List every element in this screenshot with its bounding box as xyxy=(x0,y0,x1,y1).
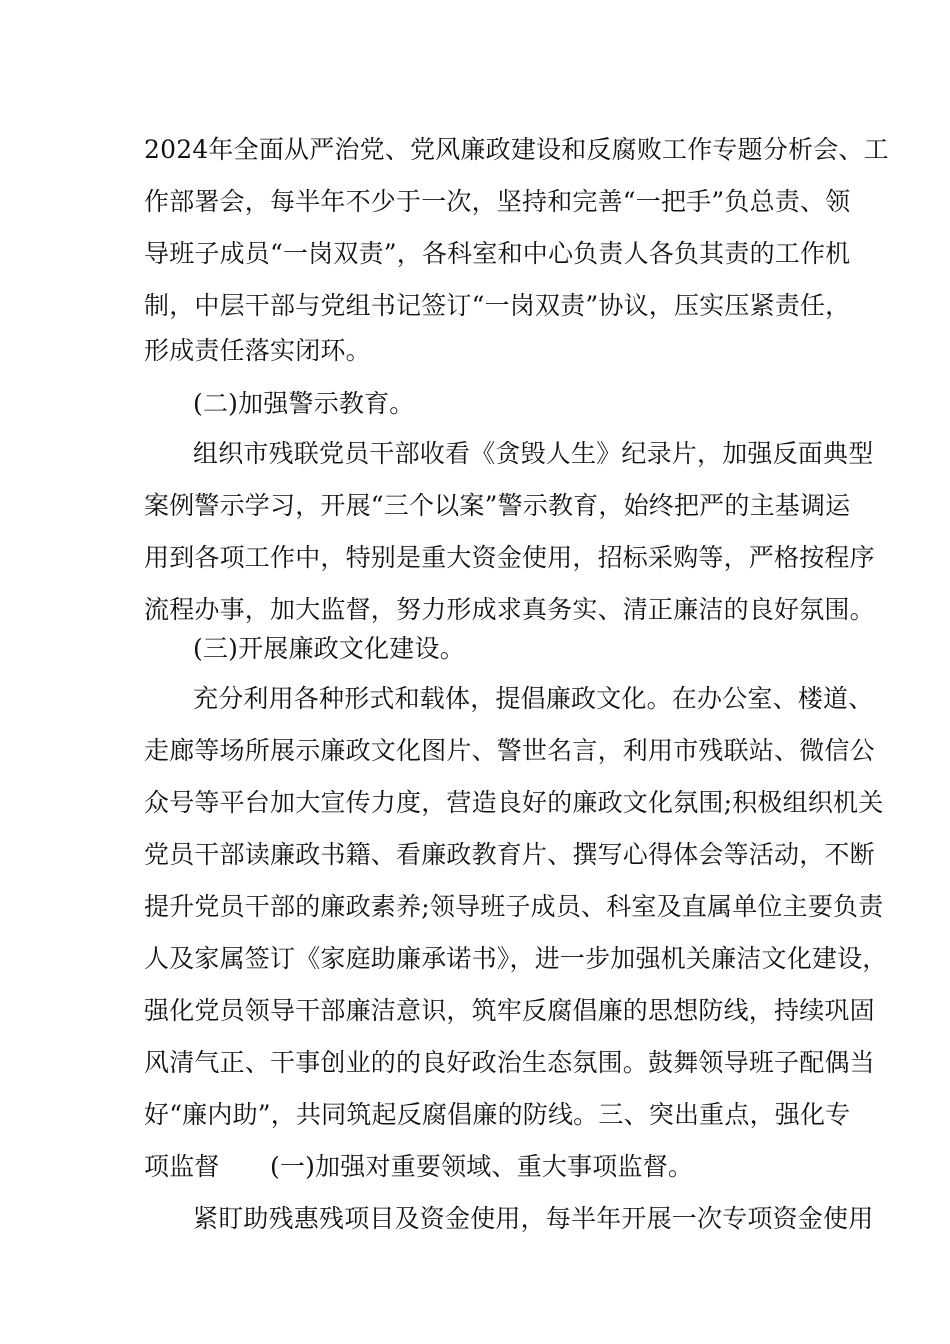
text-line: 紧盯助残惠残项目及资金使用，每半年开展一次专项资金使用 xyxy=(193,1204,874,1233)
text-line: 提升党员干部的廉政素养;领导班子成员、科室及直属单位主要负责 xyxy=(144,892,884,921)
section-heading: (三)开展廉政文化建设。 xyxy=(193,634,465,663)
text-line: 党员干部读廉政书籍、看廉政教育片、撰写心得体会等活动，不断 xyxy=(144,840,875,869)
text-line: 流程办事，加大监督，努力形成求真务实、清正廉洁的良好氛围。 xyxy=(144,595,875,624)
text-line: 众号等平台加大宣传力度，营造良好的廉政文化氛围;积极组织机关 xyxy=(144,788,884,817)
text-line: 2024年全面从严治党、党风廉政建设和反腐败工作专题分析会、工 xyxy=(144,135,889,164)
text-line: 形成责任落实闭环。 xyxy=(144,336,371,365)
text-line: 人及家属签订《家庭助廉承诺书》，进一步加强机关廉洁文化建设， xyxy=(144,944,888,973)
text-line: 走廊等场所展示廉政文化图片、警世名言，利用市残联站、微信公 xyxy=(144,736,875,765)
text-line: 强化党员领导干部廉洁意识，筑牢反腐倡廉的思想防线，持续巩固 xyxy=(144,996,875,1025)
text-line: 组织市残联党员干部收看《贪毁人生》纪录片，加强反面典型 xyxy=(193,439,874,468)
section-heading: (二)加强警示教育。 xyxy=(193,389,415,418)
text-line: 充分利用各种形式和载体，提倡廉政文化。在办公室、楼道、 xyxy=(193,684,874,713)
text-line: 项监督 (一)加强对重要领域、重大事项监督。 xyxy=(144,1152,694,1181)
text-line: 作部署会，每半年不少于一次，坚持和完善“一把手”负总责、领 xyxy=(144,187,851,216)
text-line: 风清气正、干事创业的的良好政治生态氛围。鼓舞领导班子配偶当 xyxy=(144,1048,875,1077)
text-line: 案例警示学习，开展“三个以案”警示教育，始终把严的主基调运 xyxy=(144,491,851,520)
text-line: 制，中层干部与党组书记签订“一岗双责”协议，压实压紧责任， xyxy=(144,291,851,320)
text-line: 用到各项工作中，特别是重大资金使用，招标采购等，严格按程序 xyxy=(144,543,875,572)
text-line: 好“廉内助”，共同筑起反腐倡廉的防线。三、突出重点，强化专 xyxy=(144,1100,851,1129)
text-line: 导班子成员“一岗双责”，各科室和中心负责人各负其责的工作机 xyxy=(144,239,851,268)
